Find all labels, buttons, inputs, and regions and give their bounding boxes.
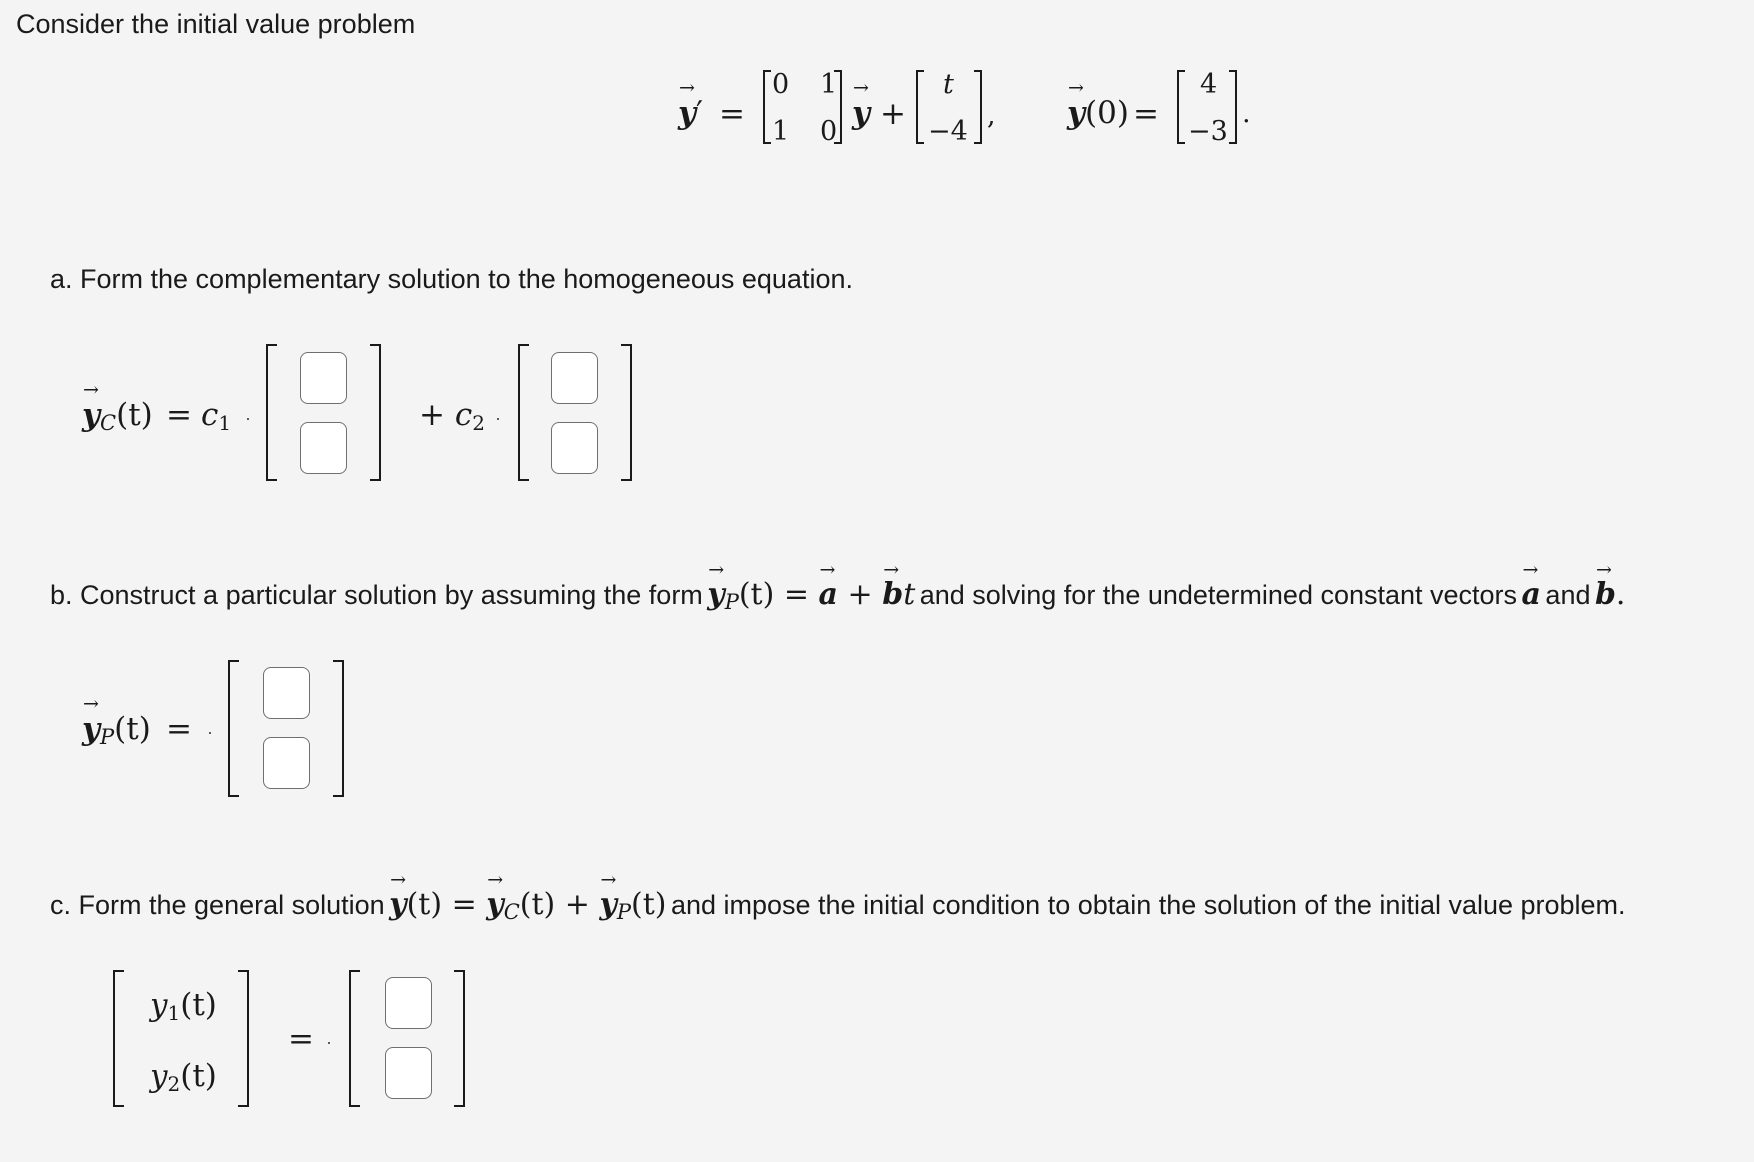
dot-4: · <box>326 1032 332 1052</box>
ivp-initial-equals: = <box>1133 96 1159 132</box>
initial-left-bracket <box>1177 70 1185 144</box>
v1-right-bracket <box>370 344 381 481</box>
matrix-cell-22: 0 <box>820 116 838 147</box>
ivp-comma: , <box>987 100 996 131</box>
y2-entry: y2(t) <box>150 1058 217 1096</box>
part-c-equals: = <box>288 1021 314 1057</box>
p-top-input[interactable] <box>263 667 310 719</box>
y-left-bracket <box>113 970 124 1107</box>
intro-text: Consider the initial value problem <box>16 9 416 39</box>
part-a-lhs: → $y_C(t)$ <box>82 400 153 434</box>
c-left-bracket <box>349 970 360 1107</box>
ivp-lhs: → y′ <box>678 98 703 129</box>
c2-label: + c2 <box>419 397 485 435</box>
forcing-top: t <box>943 69 954 100</box>
dot-1: · <box>245 408 251 428</box>
part-b-equals: = <box>166 711 192 747</box>
y-right-bracket <box>238 970 249 1107</box>
matrix-cell-12: 1 <box>820 69 838 100</box>
v1-left-bracket <box>266 344 277 481</box>
matrix-left-bracket <box>763 70 771 144</box>
c-top-input[interactable] <box>385 977 432 1029</box>
part-b-prompt: b. Construct a particular solution by assuming the form → $y_P(t)$ = → a + → bt and solving for the undetermined constant vectors → a and → b. <box>50 580 1625 613</box>
forcing-left-bracket <box>916 70 924 144</box>
v2-bottom-input[interactable] <box>551 422 598 474</box>
v1-bottom-input[interactable] <box>300 422 347 474</box>
forcing-bottom: −4 <box>928 116 968 147</box>
matrix-cell-21: 1 <box>772 116 790 147</box>
v2-top-input[interactable] <box>551 352 598 404</box>
ivp-period: . <box>1242 98 1251 129</box>
dot-3: · <box>207 722 213 742</box>
matrix-right-bracket <box>834 70 842 144</box>
part-b-lhs: → $y_P(t)$ <box>82 714 151 748</box>
initial-top: 4 <box>1200 69 1218 100</box>
ivp-plus: + <box>880 96 906 132</box>
c-right-bracket <box>454 970 465 1107</box>
ivp-initial-lhs: → y(0) <box>1067 98 1129 129</box>
part-a-equals: = <box>166 397 192 433</box>
matrix-cell-11: 0 <box>772 69 790 100</box>
dot-2: · <box>495 408 501 428</box>
ivp-y-vector: → y <box>852 98 870 129</box>
p-left-bracket <box>228 660 239 797</box>
ivp-equals: = <box>719 96 745 132</box>
initial-bottom: −3 <box>1188 116 1228 147</box>
initial-right-bracket <box>1229 70 1237 144</box>
part-a-prompt: a. Form the complementary solution to the homogeneous equation. <box>50 264 853 294</box>
forcing-right-bracket <box>974 70 982 144</box>
y1-entry: y1(t) <box>150 987 217 1025</box>
p-right-bracket <box>333 660 344 797</box>
p-bottom-input[interactable] <box>263 737 310 789</box>
v2-left-bracket <box>518 344 529 481</box>
c-bottom-input[interactable] <box>385 1047 432 1099</box>
c1-label: c1 <box>201 397 232 435</box>
v1-top-input[interactable] <box>300 352 347 404</box>
part-c-prompt: c. Form the general solution → y(t) = → $y_C(t)$ + → $y_P(t)$ and impose the initial condition to obtain the solution of the initial value problem. <box>50 890 1626 923</box>
v2-right-bracket <box>621 344 632 481</box>
